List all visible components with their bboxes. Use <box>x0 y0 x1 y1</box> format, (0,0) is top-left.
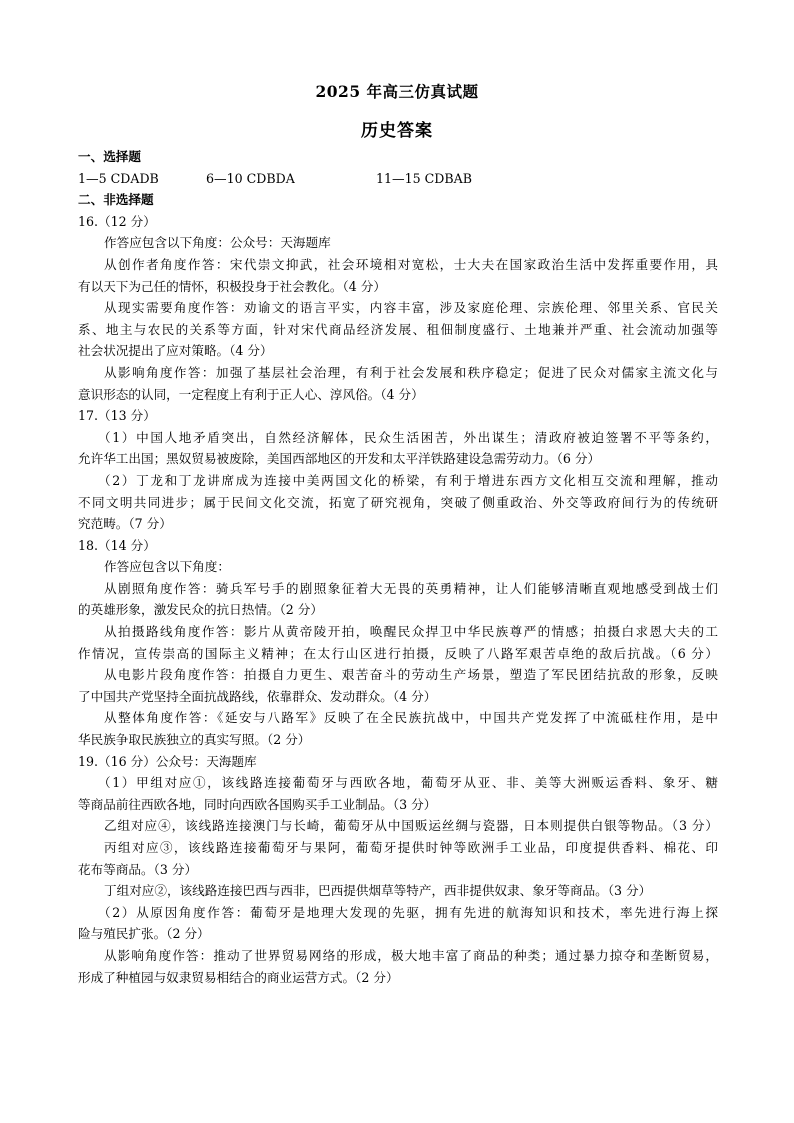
q17-label: 17.（13 分） <box>78 408 156 424</box>
q19-p6-line1: 从影响角度作答：推动了世界贸易网络的形成，极大地丰富了商品的种类；通过暴力掠夺和垄断贸易， <box>104 947 718 963</box>
q18-p1-line2: 的英雄形象，激发民众的抗日热情。（2 分） <box>78 602 323 618</box>
q19-p5-line1: （2）从原因角度作答：葡萄牙是地理大发现的先驱，拥有先进的航海知识和技术，率先进行海上探 <box>98 904 718 920</box>
q19-p1-line1: （1）甲组对应①，该线路连接葡萄牙与西欧各地，葡萄牙从亚、非、美等大洲贩运香料、象牙、糖 <box>98 775 718 791</box>
q16-p1-line1: 从创作者角度作答：宋代崇文抑武，社会环境相对宽松，士大夫在国家政治生活中发挥重要作用，具 <box>104 256 718 272</box>
q16-p2-line2: 系、地主与农民的关系等方面，针对宋代商品经济发展、租佃制度盛行、土地兼并严重、社会流动加强等 <box>78 321 718 337</box>
answer-content <box>78 146 718 988</box>
exam-title: 2025 年高三仿真试题 <box>315 82 479 101</box>
q16-intro: 作答应包含以下角度：公众号：天海题库 <box>104 235 331 251</box>
q16-p2-line1: 从现实需要角度作答：劝谕文的语言平实，内容丰富，涉及家庭伦理、宗族伦理、邻里关系、官民关 <box>104 300 718 316</box>
q19-p2-line1: 乙组对应④，该线路连接澳门与长崎，葡萄牙从中国贩运丝绸与瓷器，日本则提供白银等物品。（3 分） <box>104 818 718 834</box>
choice-answers-1-5: 1—5 CDADB <box>78 170 159 186</box>
q17-p2-line2: 不同文明共同进步；属于民间文化交流，拓宽了研究视角，突破了侧重政治、外交等政府间行为的传统研 <box>78 494 718 510</box>
choice-answers-row <box>78 168 718 190</box>
q17-p2-line3: 究范畴。（7 分） <box>78 516 172 532</box>
q16-p1-line2: 有以天下为己任的情怀，积极投身于社会教化。（4 分） <box>78 278 386 294</box>
q17-p1-line1: （1）中国人地矛盾突出，自然经济解体，民众生活困苦，外出谋生；清政府被迫签署不平等条约， <box>98 429 718 445</box>
q19-p4-line1: 丁组对应②，该线路连接巴西与西非，巴西提供烟草等特产，西非提供奴隶、象牙等商品。（3 分） <box>104 883 652 899</box>
q19-p3-line2: 花布等商品。（3 分） <box>78 861 198 877</box>
q18-p3-line1: 从电影片段角度作答：拍摄自力更生、艰苦奋斗的劳动生产场景，塑造了军民团结抗敌的形象，反映 <box>104 667 718 683</box>
q19-label: 19.（16 分）公众号：天海题库 <box>78 753 257 769</box>
section-heading-nonchoice: 二、非选择题 <box>78 192 154 208</box>
q18-p4-line1: 从整体角度作答：《延安与八路军》反映了在全民族抗战中，中国共产党发挥了中流砥柱作用，是中 <box>104 710 718 726</box>
subject-title: 历史答案 <box>361 121 433 141</box>
q19-p3-line1: 丙组对应③，该线路连接葡萄牙与果阿，葡萄牙提供时钟等欧洲手工业品，印度提供香料、棉花、印 <box>104 840 718 855</box>
q18-p3-line2: 了中国共产党坚持全面抗战路线，依靠群众、发动群众。（4 分） <box>78 688 437 704</box>
q18-p2-line2: 作情况，宣传崇高的国际主义精神；在太行山区进行拍摄，反映了八路军艰苦卓绝的敌后抗战。（6 分） <box>78 645 718 661</box>
q16-p3-line2: 意识形态的认同，一定程度上有利于正人心、淳风俗。（4 分） <box>78 386 424 402</box>
q19-p6-line2: 形成了种植园与奴隶贸易相结合的商业运营方式。（2 分） <box>78 969 399 985</box>
q16-p3-line1: 从影响角度作答：加强了基层社会治理，有利于社会发展和秩序稳定；促进了民众对儒家主流文化与 <box>104 364 718 380</box>
q18-label: 18.（14 分） <box>78 537 156 553</box>
q18-p4-line2: 华民族争取民族独立的真实写照。（2 分） <box>78 732 311 748</box>
q17-p1-line2: 允许华工出国；黑奴贸易被废除，美国西部地区的开发和太平洋铁路建设急需劳动力。（6 分） <box>78 451 601 467</box>
q17-p2-line1: （2）丁龙和丁龙讲席成为连接中美两国文化的桥梁，有利于增进东西方文化相互交流和理解，推动 <box>98 472 718 488</box>
q19-p5-line2: 险与殖民扩张。（2 分） <box>78 926 210 942</box>
q18-p2-line1: 从拍摄路线角度作答：影片从黄帝陵开拍，唤醒民众捍卫中华民族尊严的情感；拍摄白求恩大夫的工 <box>104 624 718 640</box>
q16-p2-line3: 社会状况提出了应对策略。（4 分） <box>78 343 273 359</box>
q18-intro: 作答应包含以下角度： <box>104 559 230 575</box>
q19-p1-line2: 等商品前往西欧各地，同时向西欧各国购买手工业制品。（3 分） <box>78 796 437 812</box>
choice-answers-6-10: 6—10 CDBDA <box>206 170 295 186</box>
q16-label: 16.（12 分） <box>78 213 156 229</box>
q18-p1-line1: 从剧照角度作答：骑兵军号手的剧照象征着大无畏的英勇精神，让人们能够清晰直观地感受到战士们 <box>104 580 718 596</box>
section-heading-choice: 一、选择题 <box>78 149 141 164</box>
choice-answers-11-15: 11—15 CDBAB <box>376 170 472 186</box>
